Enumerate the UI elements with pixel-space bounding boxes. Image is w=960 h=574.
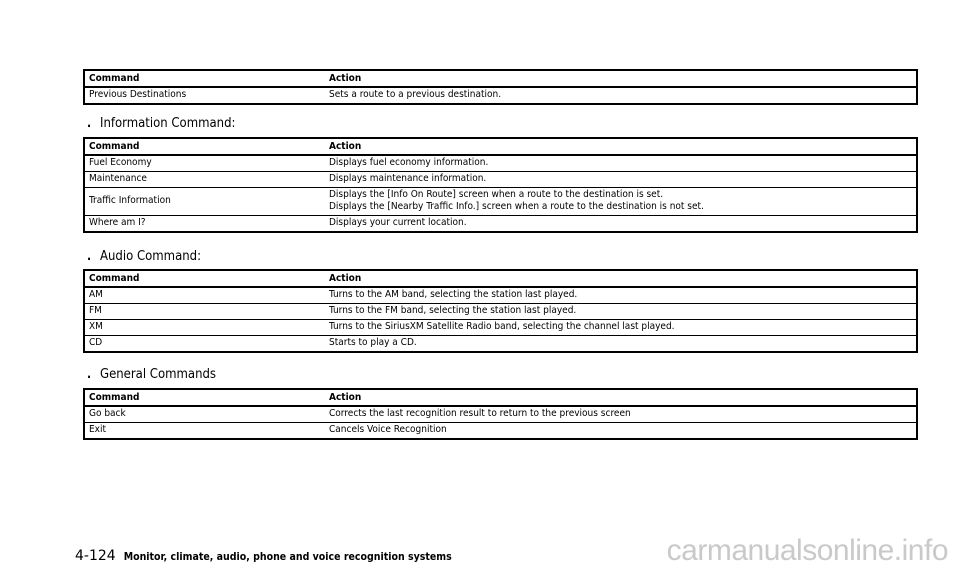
command-cell: Go back: [84, 406, 325, 423]
section-heading-general: [87, 366, 216, 383]
watermark: carmanualsonline.info: [666, 534, 948, 567]
header-action: Action: [325, 389, 917, 406]
table-row: [84, 304, 917, 320]
command-cell: XM: [84, 320, 325, 336]
header-action: Action: [325, 70, 917, 87]
action-cell: Starts to play a CD.: [325, 336, 917, 353]
table-row: [84, 155, 917, 172]
bullet-icon: .: [87, 367, 92, 381]
information-command-table: [83, 137, 918, 233]
command-cell: Exit: [84, 423, 325, 440]
action-cell: Displays your current location.: [325, 216, 917, 233]
table-row: [84, 172, 917, 188]
action-cell: [325, 188, 917, 216]
table-header-row: [84, 270, 917, 287]
table-row: [84, 87, 917, 104]
command-cell: AM: [84, 287, 325, 304]
section-title: General Commands: [100, 367, 217, 382]
header-action: Action: [325, 138, 917, 155]
action-cell: Displays fuel economy information.: [325, 155, 917, 172]
table-row: [84, 320, 917, 336]
page-footer: [75, 548, 452, 564]
action-line: Displays the [Nearby Traffic Info.] screen when a route to the destination is not set.: [329, 201, 704, 212]
table-header-row: [84, 389, 917, 406]
table-row: [84, 188, 917, 216]
command-cell: Fuel Economy: [84, 155, 325, 172]
table-row: [84, 406, 917, 423]
header-action: Action: [325, 270, 917, 287]
section-heading-audio: [87, 248, 201, 265]
header-command: Command: [84, 138, 325, 155]
nav-command-table: [83, 69, 918, 105]
command-cell: Where am I?: [84, 216, 325, 233]
action-cell: Turns to the AM band, selecting the station last played.: [325, 287, 917, 304]
table-header-row: [84, 70, 917, 87]
table-row: [84, 423, 917, 440]
section-heading-information: [87, 115, 235, 132]
action-cell: Turns to the FM band, selecting the station last played.: [325, 304, 917, 320]
section-title: Information Command:: [100, 116, 236, 131]
action-line: Displays the [Info On Route] screen when a route to the destination is set.: [329, 189, 664, 200]
command-cell: CD: [84, 336, 325, 353]
page-number: 4-124: [75, 548, 116, 564]
bullet-icon: .: [87, 249, 92, 263]
action-cell: Sets a route to a previous destination.: [325, 87, 917, 104]
table-header-row: [84, 138, 917, 155]
table-row: [84, 336, 917, 353]
audio-command-table: [83, 269, 918, 353]
command-cell: FM: [84, 304, 325, 320]
table-row: [84, 287, 917, 304]
section-title: Audio Command:: [100, 249, 202, 264]
command-cell: Maintenance: [84, 172, 325, 188]
command-cell: Traffic Information: [84, 188, 325, 216]
chapter-title: Monitor, climate, audio, phone and voice recognition systems: [123, 551, 452, 563]
action-cell: Displays maintenance information.: [325, 172, 917, 188]
header-command: Command: [84, 70, 325, 87]
action-cell: Corrects the last recognition result to return to the previous screen: [325, 406, 917, 423]
table-row: [84, 216, 917, 233]
header-command: Command: [84, 270, 325, 287]
header-command: Command: [84, 389, 325, 406]
command-cell: Previous Destinations: [84, 87, 325, 104]
action-cell: Turns to the SiriusXM Satellite Radio band, selecting the channel last played.: [325, 320, 917, 336]
action-cell: Cancels Voice Recognition: [325, 423, 917, 440]
general-command-table: [83, 388, 918, 440]
bullet-icon: .: [87, 116, 92, 130]
